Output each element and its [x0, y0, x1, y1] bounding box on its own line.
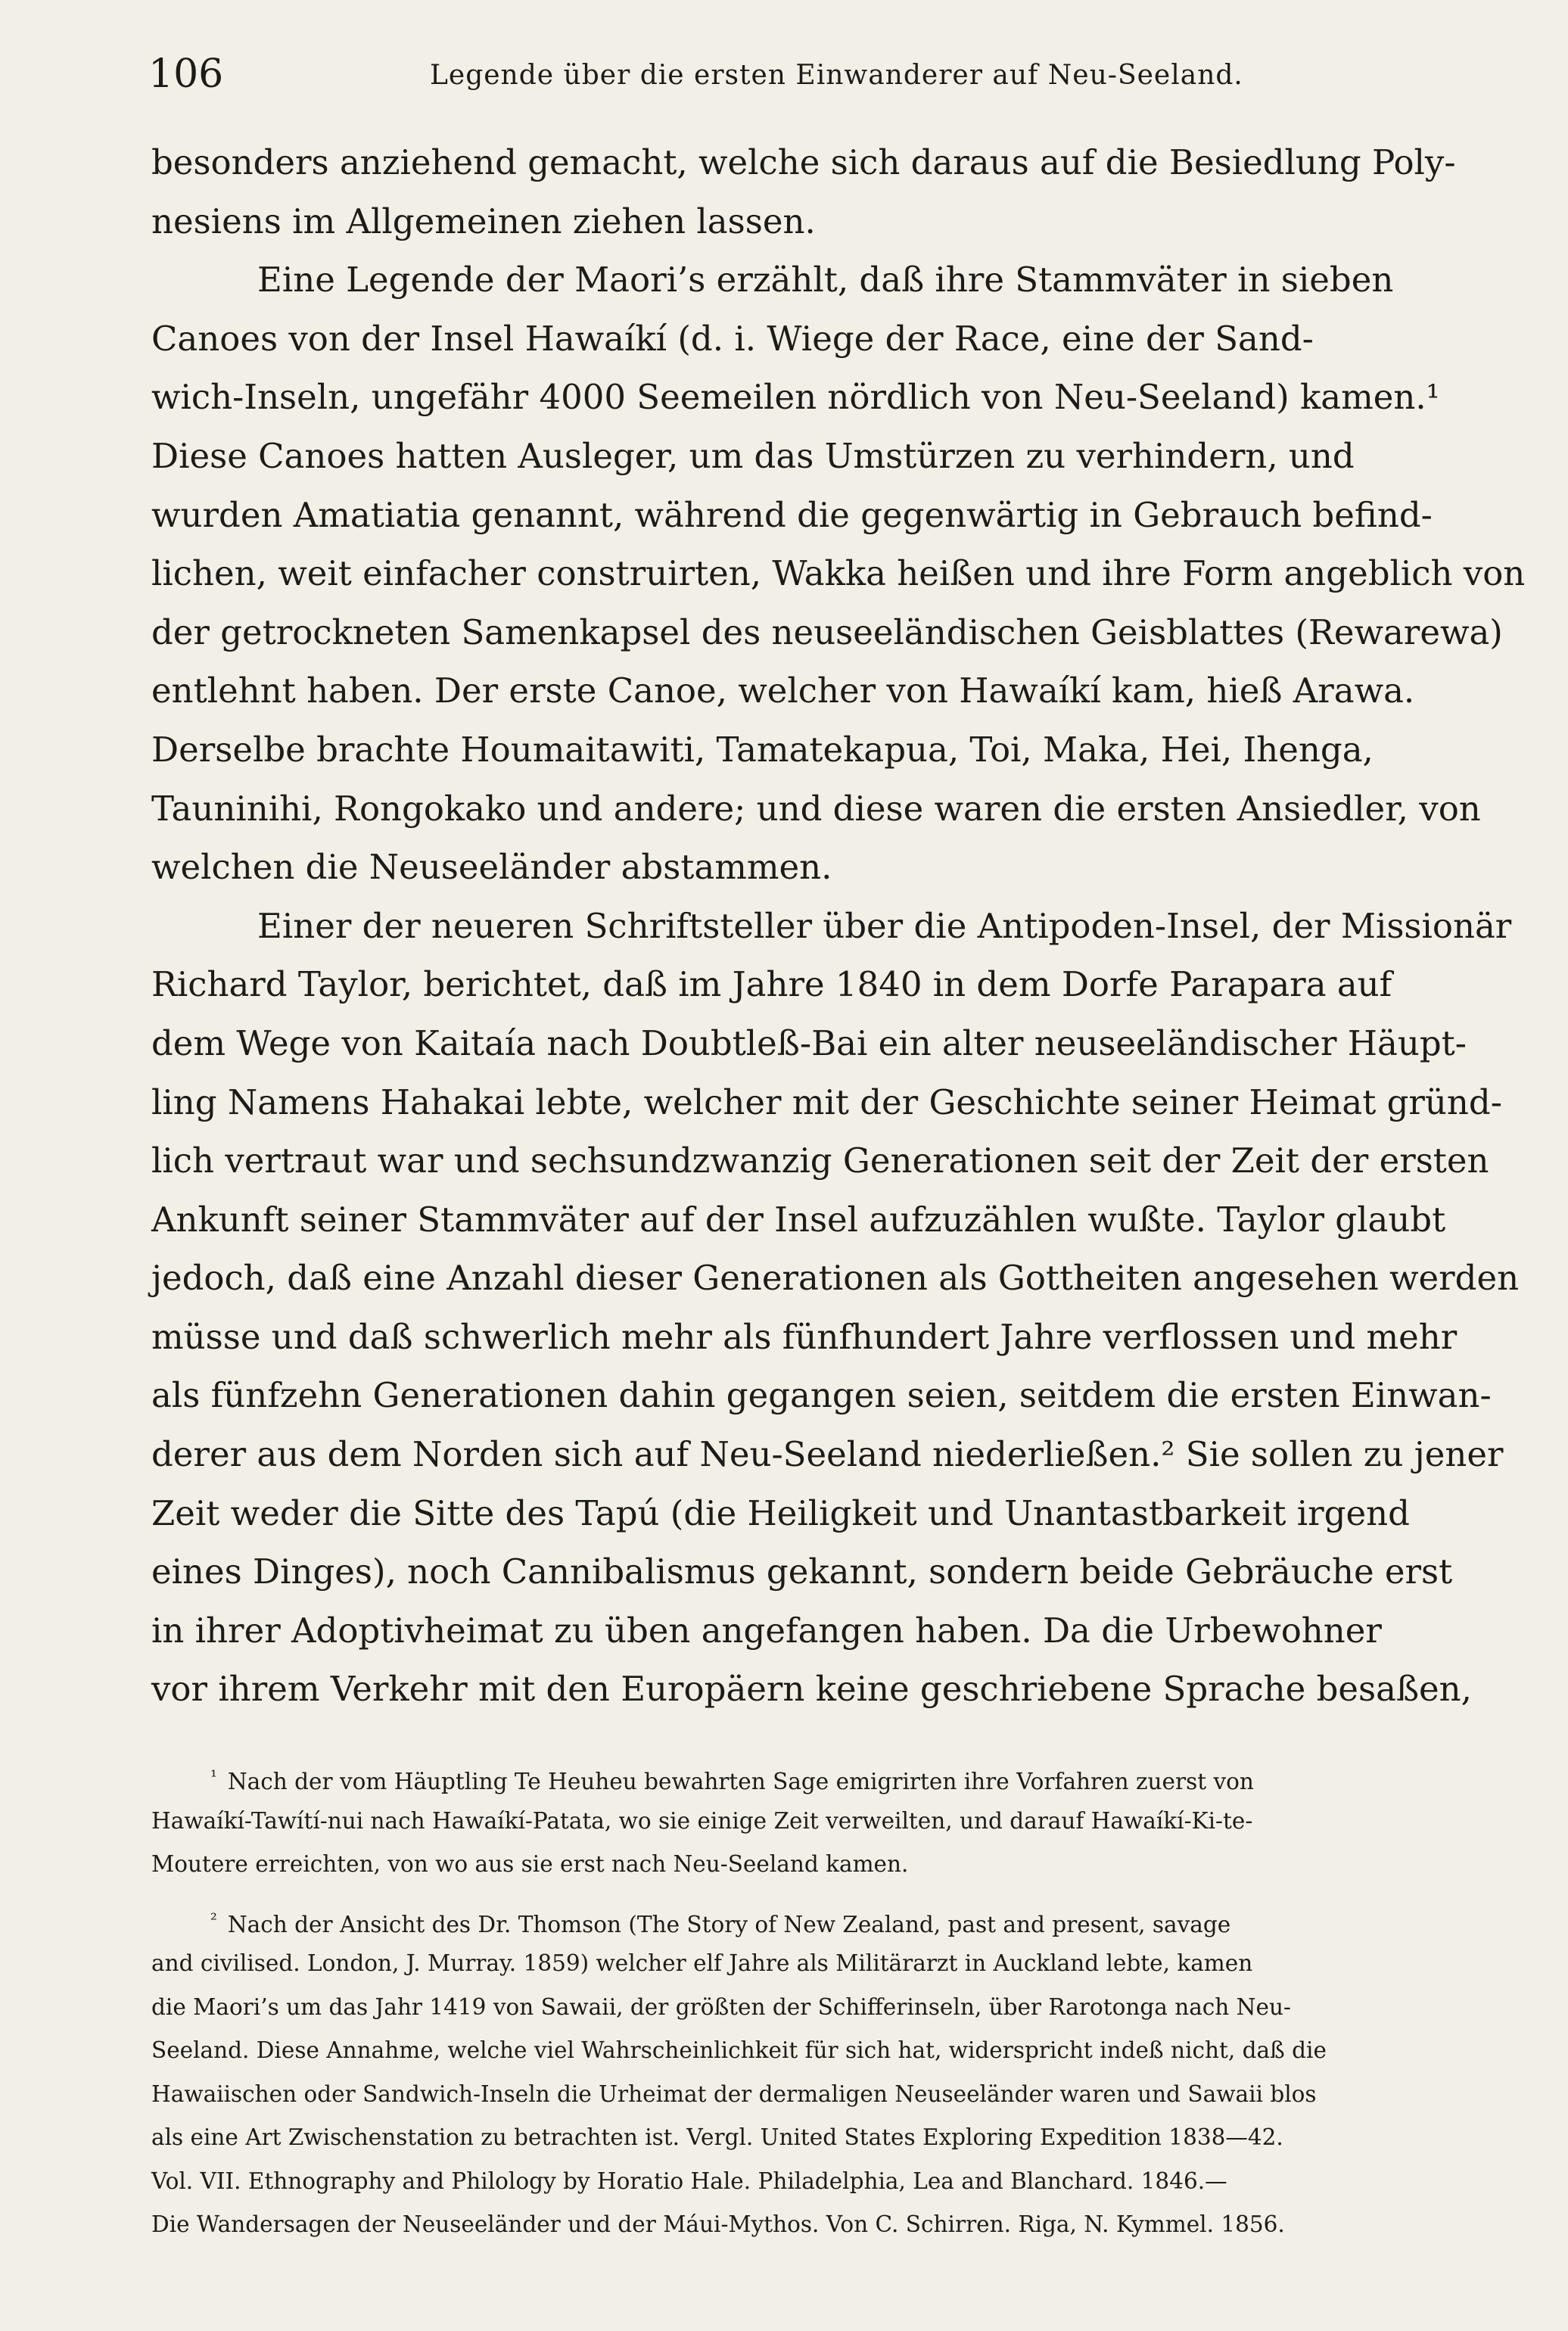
footnote-2-line: and civilised. London, J. Murray. 1859) welcher elf Jahre als Militärarzt in Auckland lebte, kamen — [151, 1950, 1253, 1976]
text-line: Tauninihi, Rongokako und andere; und diese waren die ersten Ansiedler, von — [151, 788, 1481, 829]
footnote-mark: ¹ — [210, 1768, 217, 1787]
paragraph-start-line: Eine Legende der Maori’s erzählt, daß ihre Stammväter in sieben — [257, 260, 1394, 300]
text-line: welchen die Neuseeländer abstammen. — [151, 847, 832, 888]
footnote-2-line: Die Wandersagen der Neuseeländer und der Máui-Mythos. Von C. Schirren. Riga, N. Kymmel. 1856. — [151, 2211, 1285, 2237]
text-line: Zeit weder die Sitte des Tapú (die Heiligkeit und Unantastbarkeit irgend — [151, 1492, 1410, 1533]
footnote-mark: ² — [210, 1910, 217, 1930]
page-header — [148, 47, 1426, 107]
text-line: müsse und daß schwerlich mehr als fünfhundert Jahre verflossen und mehr — [151, 1316, 1458, 1357]
page-number: 106 — [148, 51, 224, 97]
text-line: Diese Canoes hatten Ausleger, um das Umstürzen zu verhindern, und — [151, 435, 1355, 476]
footnote-text: Nach der vom Häuptling Te Heuheu bewahrten Sage emigrirten ihre Vorfahren zuerst von — [227, 1769, 1254, 1794]
text-line: der getrockneten Samenkapsel des neuseeländischen Geisblattes (Rewarewa) — [151, 612, 1503, 652]
footnote-2-line: Seeland. Diese Annahme, welche viel Wahrscheinlichkeit für sich hat, widerspricht indeß nicht, daß die — [151, 2037, 1327, 2063]
footnote-text: Nach der Ansicht des Dr. Thomson (The Story of New Zealand, past and present, savage — [227, 1911, 1231, 1937]
body-text — [151, 133, 1526, 1719]
text-line: nesiens im Allgemeinen ziehen lassen. — [151, 201, 816, 241]
text-line: vor ihrem Verkehr mit den Europäern keine geschriebene Sprache besaßen, — [151, 1669, 1472, 1710]
text-line: lichen, weit einfacher construirten, Wakka heißen und ihre Form angeblich von — [151, 553, 1526, 594]
footnote-1-line: Hawaíkí-Tawítí-nui nach Hawaíkí-Patata, wo sie einige Zeit verweilten, und darauf Hawaíkí-Ki-te- — [151, 1807, 1253, 1834]
text-line: ling Namens Hahakai lebte, welcher mit der Geschichte seiner Heimat gründ- — [151, 1081, 1502, 1122]
footnotes — [151, 1756, 1426, 2247]
footnote-1-line — [151, 1756, 1426, 1800]
footnote-spacer — [151, 1887, 1426, 1899]
footnote-2-line: Hawaiischen oder Sandwich-Inseln die Urheimat der dermaligen Neuseeländer waren und Sawaii blos — [151, 2080, 1317, 2107]
paragraph-start-line: Einer der neueren Schriftsteller über die Antipoden-Insel, der Missionär — [257, 905, 1512, 946]
text-line: besonders anziehend gemacht, welche sich daraus auf die Besiedlung Poly- — [151, 142, 1456, 182]
text-line: als fünfzehn Generationen dahin gegangen seien, seitdem die ersten Einwan- — [151, 1375, 1492, 1416]
text-line: Ankunft seiner Stammväter auf der Insel aufzuzählen wußte. Taylor glaubt — [151, 1199, 1446, 1240]
running-head: Legende über die ersten Einwanderer auf Neu-Seeland. — [430, 60, 1243, 91]
text-line: eines Dinges), noch Cannibalismus gekannt, sondern beide Gebräuche erst — [151, 1551, 1453, 1592]
text-line: Richard Taylor, berichtet, daß im Jahre 1840 in dem Dorfe Parapara auf — [151, 964, 1392, 1005]
text-line: derer aus dem Norden sich auf Neu-Seeland niederließen.² Sie sollen zu jener — [151, 1434, 1504, 1475]
text-line: wich-Inseln, ungefähr 4000 Seemeilen nördlich von Neu-Seeland) kamen.¹ — [151, 377, 1440, 418]
text-line: wurden Amatiatia genannt, während die gegenwärtig in Gebrauch befind- — [151, 494, 1433, 535]
footnote-1-line: Moutere erreichten, von wo aus sie erst nach Neu-Seeland kamen. — [151, 1851, 909, 1877]
footnote-2-line: als eine Art Zwischenstation zu betrachten ist. Vergl. United States Exploring Expedition 1838—42. — [151, 2124, 1283, 2150]
text-line: Derselbe brachte Houmaitawiti, Tamatekapua, Toi, Maka, Hei, Ihenga, — [151, 729, 1374, 770]
text-line: lich vertraut war und sechsundzwanzig Generationen seit der Zeit der ersten — [151, 1141, 1489, 1181]
text-line: in ihrer Adoptivheimat zu üben angefangen haben. Da die Urbewohner — [151, 1610, 1382, 1651]
text-line: entlehnt haben. Der erste Canoe, welcher von Hawaíkí kam, hieß Arawa. — [151, 671, 1415, 711]
text-line: dem Wege von Kaitaía nach Doubtleß-Bai ein alter neuseeländischer Häupt- — [151, 1022, 1467, 1063]
footnote-2-line: die Maori’s um das Jahr 1419 von Sawaii, der größten der Schifferinseln, über Rarotonga nach Neu- — [151, 1993, 1291, 2020]
footnote-2-line — [151, 1899, 1426, 1943]
footnote-2-line: Vol. VII. Ethnography and Philology by Horatio Hale. Philadelphia, Lea and Blanchard. 1846.— — [151, 2168, 1227, 2194]
text-line: Canoes von der Insel Hawaíkí (d. i. Wiege der Race, eine der Sand- — [151, 318, 1314, 359]
text-line: jedoch, daß eine Anzahl dieser Generationen als Gottheiten angesehen werden — [151, 1258, 1520, 1299]
